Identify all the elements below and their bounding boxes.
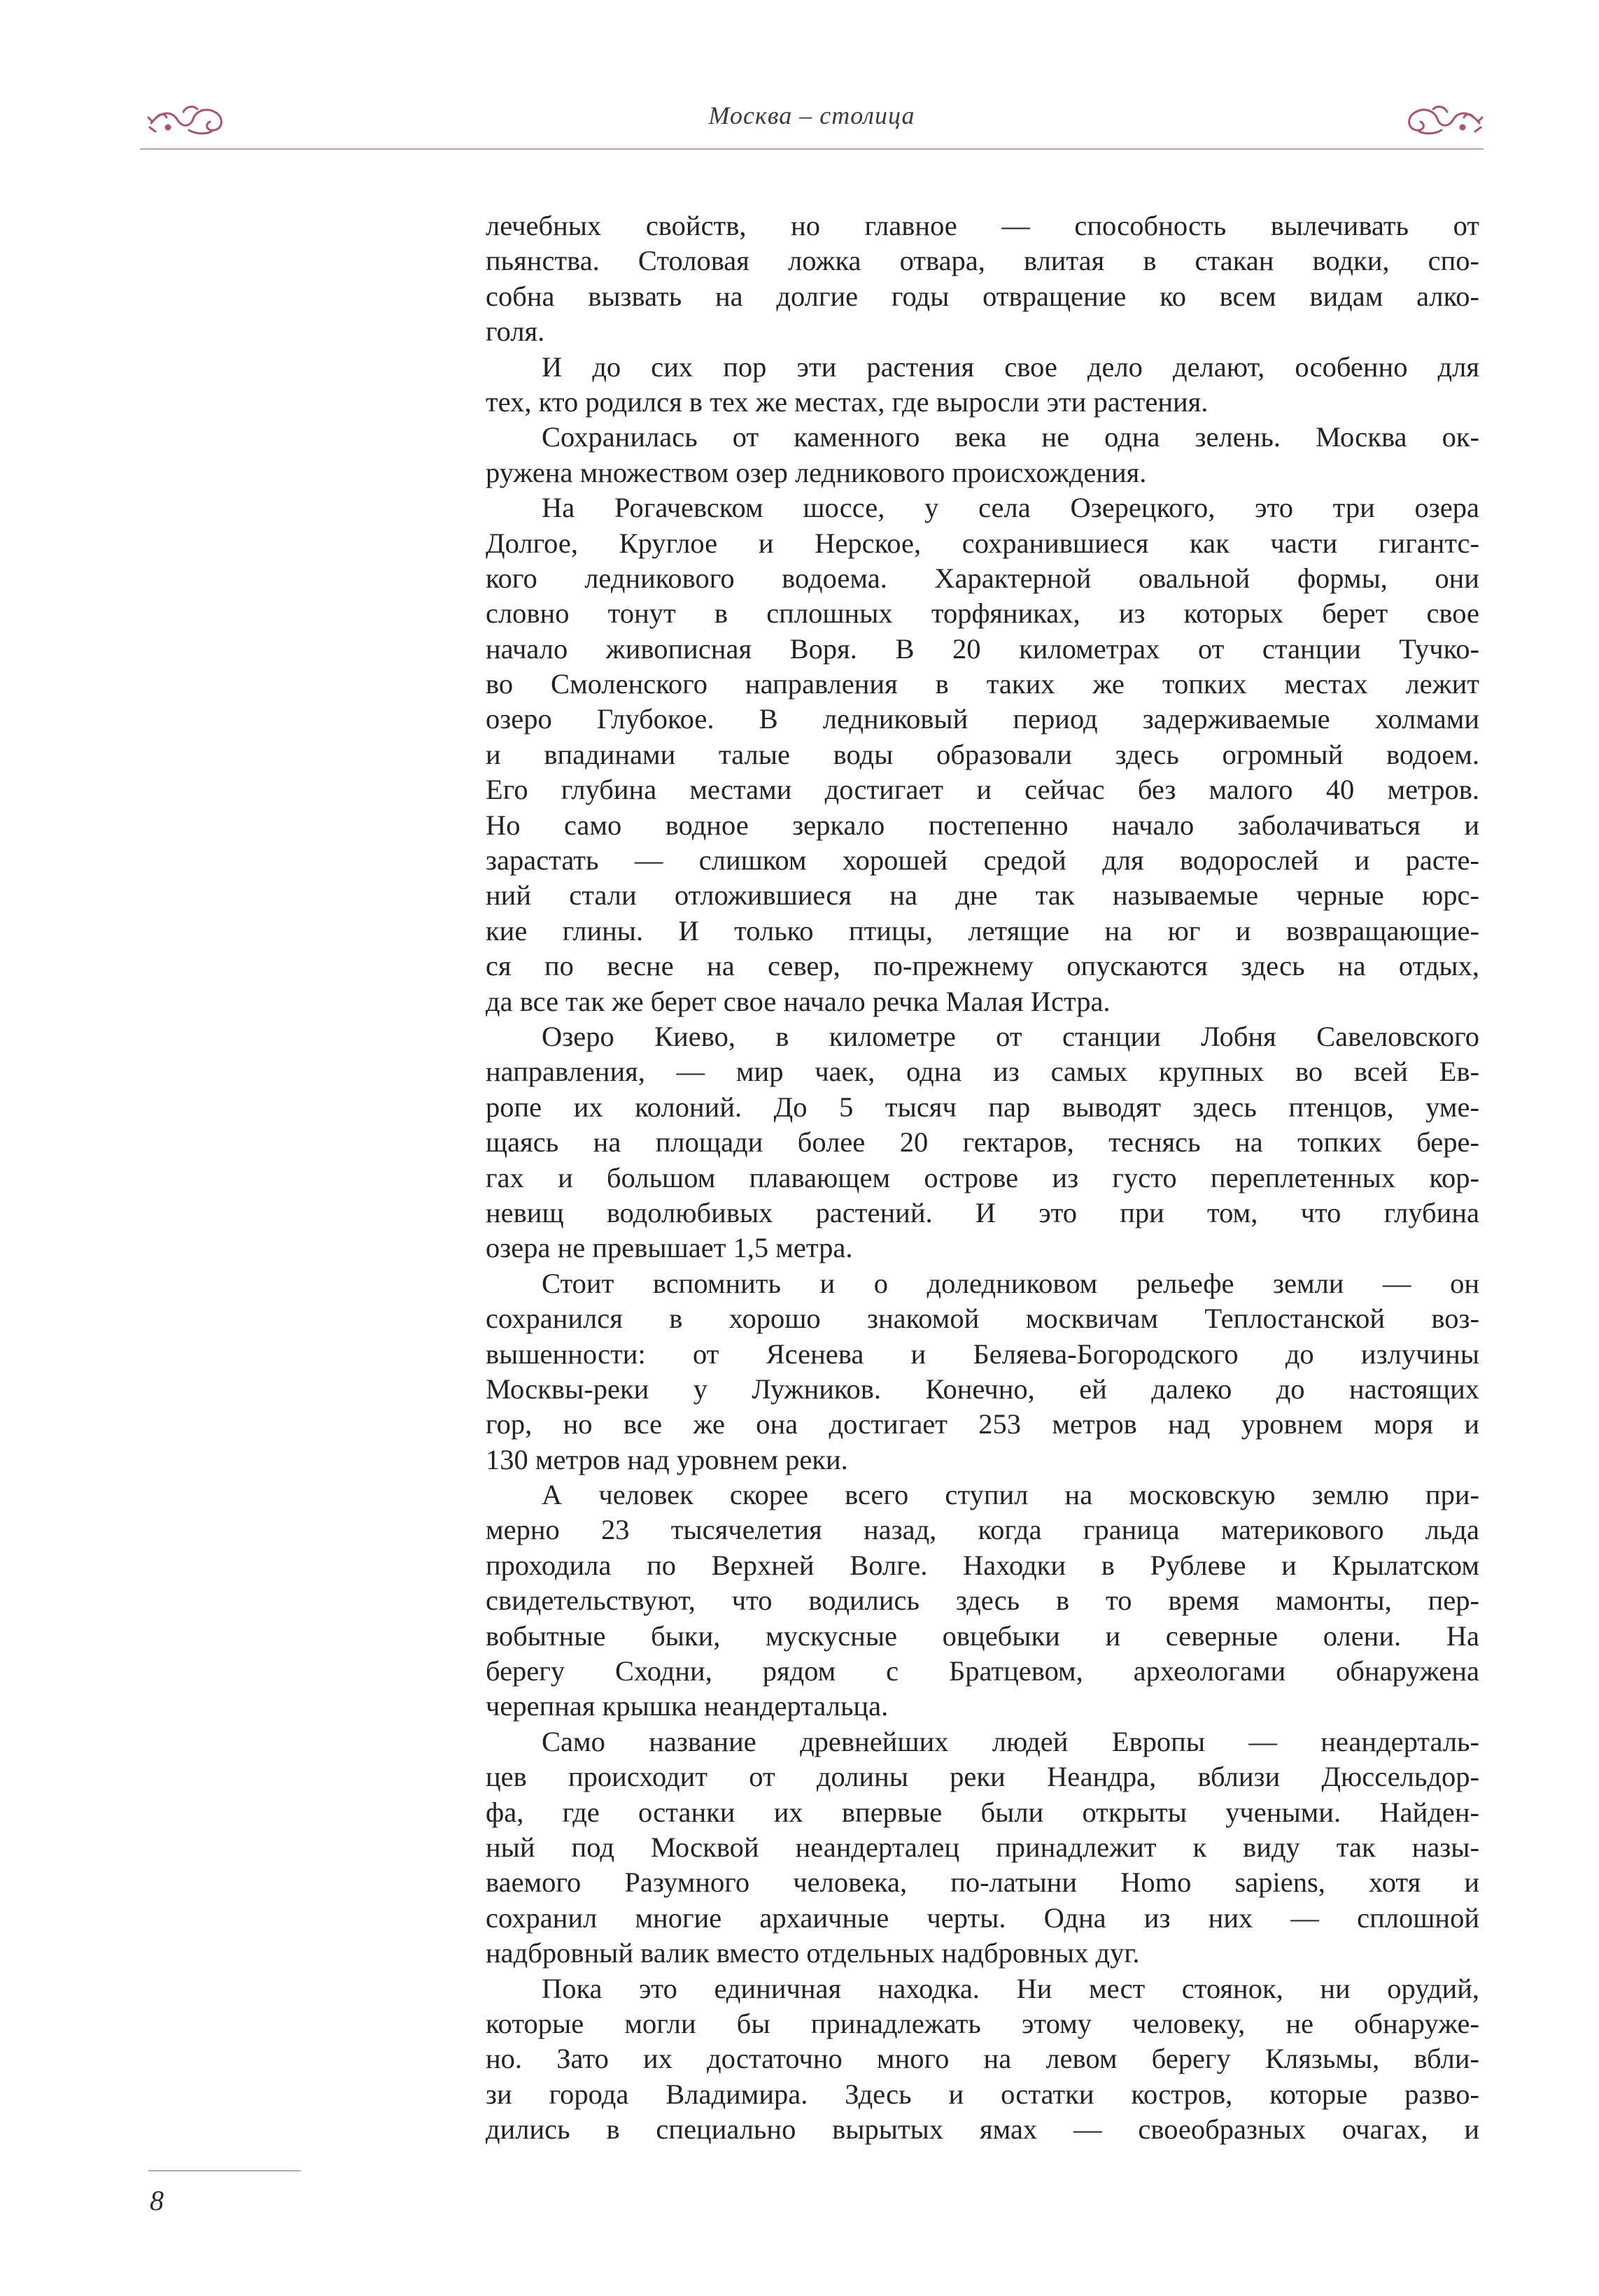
text-line: Сохранилась от каменного века не одна зелень. Москва ок- [542,421,1479,453]
body-text [486,208,1479,2147]
text-line: дились в специально вырытых ямах — своеобразных очагах, и [486,2113,1479,2146]
text-line: сохранил многие архаичные черты. Одна из них — сплошной [486,1901,1479,1934]
text-line: ропе их колоний. До 5 тысяч пар выводят здесь птенцов, уме- [486,1091,1479,1123]
text-line: черепная крышка неандертальца. [486,1690,889,1722]
text-line: Озеро Киево, в километре от станции Лобня Савеловского [542,1020,1479,1052]
text-line: во Смоленского направления в таких же топких местах лежит [486,668,1479,700]
right-flourish-graphic [1400,97,1484,139]
text-line: собна вызвать на долгие годы отвращение ко всем видам алко- [486,280,1479,312]
text-line: щаясь на площади более 20 гектаров, теснясь на топких бере- [486,1126,1479,1158]
text-line: голя. [486,316,545,348]
text-line: надбровный валик вместо отдельных надбровных дуг. [486,1937,1140,1969]
text-line: которые могли бы принадлежать этому человеку, не обнаруже- [486,2007,1479,2039]
text-line: гор, но все же она достигает 253 метров над уровнем моря и [486,1408,1479,1440]
text-line: цев происходит от долины реки Неандра, вблизи Дюссельдор- [486,1761,1479,1793]
running-title: Москва – столица [708,101,915,129]
text-line: Пока это единичная находка. Ни мест стоянок, ни орудий, [542,1972,1479,2004]
text-line: фа, где останки их впервые были открыты учеными. Найден- [486,1796,1479,1828]
text-line: ваемого Разумного человека, по-латыни Homo sapiens, хотя и [486,1866,1479,1899]
text-line: вышенности: от Ясенева и Беляева-Богородского до излучины [486,1338,1479,1370]
text-line: На Рогачевском шоссе, у села Озерецкого, это три озера [542,492,1479,524]
footer-divider [148,2170,301,2171]
text-line: ный под Москвой неандерталец принадлежит к виду так назы- [486,1831,1479,1863]
text-line: начало живописная Воря. В 20 километрах от станции Тучко- [486,632,1479,665]
text-line: мерно 23 тысячелетия назад, когда граница материкового льда [486,1514,1479,1546]
text-line: сохранился в хорошо знакомой москвичам Теплостанской воз- [486,1303,1479,1335]
text-line: зи города Владимира. Здесь и остатки костров, которые разво- [486,2078,1479,2110]
text-line: Стоит вспомнить и о доледниковом рельефе земли — он [542,1267,1479,1299]
header-divider [140,148,1484,150]
text-line: Его глубина местами достигает и сейчас без малого 40 метров. [486,774,1479,806]
text-line: берегу Сходни, рядом с Братцевом, археологами обнаружена [486,1655,1479,1687]
text-line: пьянства. Столовая ложка отвара, влитая в стакан водки, спо- [486,245,1479,277]
text-line: словно тонут в сплошных торфяниках, из которых берет свое [486,597,1479,630]
text-line: вобытные быки, мускусные овцебыки и северные олени. На [486,1620,1479,1652]
text-line: кие глины. И только птицы, летящие на юг и возвращающие- [486,914,1479,947]
text-line: кого ледникового водоема. Характерной овальной формы, они [486,562,1479,594]
flourish-ornament-icon [1400,97,1484,139]
text-line: ружена множеством озер ледникового происхождения. [486,456,1147,488]
text-line: свидетельствуют, что водились здесь в то время мамонты, пер- [486,1585,1479,1617]
page-number: 8 [150,2185,164,2216]
text-line: И до сих пор эти растения свое дело делают, особенно для [542,350,1479,383]
text-line: Долгое, Круглое и Нерское, сохранившиеся как части гигантс- [486,527,1479,559]
text-line: ся по весне на север, по-прежнему опускаются здесь на отдых, [486,950,1479,982]
text-line: Само название древнейших людей Европы — неандерталь- [542,1725,1479,1757]
text-line: направления, — мир чаек, одна из самых крупных во всей Ев- [486,1056,1479,1088]
text-line: ний стали отложившиеся на дне так называемые черные юрс- [486,879,1479,912]
text-line: лечебных свойств, но главное — способность вылечивать от [486,210,1479,241]
text-line: но. Зато их достаточно много на левом берегу Клязьмы, вбли- [486,2043,1479,2075]
text-line: озера не превышает 1,5 метра. [486,1232,853,1264]
text-line: 130 метров над уровнем реки. [486,1443,848,1475]
text-line: А человек скорее всего ступил на московскую землю при- [542,1479,1479,1511]
text-line: да все так же берет свое начало речка Малая Истра. [486,985,1111,1017]
text-line: Но само водное зеркало постепенно начало заболачиваться и [486,809,1479,841]
text-line: и впадинами талые воды образовали здесь огромный водоем. [486,738,1479,770]
text-line: проходила по Верхней Волге. Находки в Рублеве и Крылатском [486,1549,1479,1581]
text-line: гах и большом плавающем острове из густо переплетенных кор- [486,1161,1479,1193]
text-line: зарастать — слишком хорошей средой для водорослей и расте- [486,844,1479,877]
text-line: озеро Глубокое. В ледниковый период задерживаемые холмами [486,703,1479,735]
text-line: невищ водолюбивых растений. И это при том, что глубина [486,1196,1479,1228]
text-line: Москвы-реки у Лужников. Конечно, ей далеко до настоящих [486,1373,1479,1405]
running-header [140,91,1484,161]
text-line: тех, кто родился в тех же местах, где выросли эти растения. [486,385,1209,418]
